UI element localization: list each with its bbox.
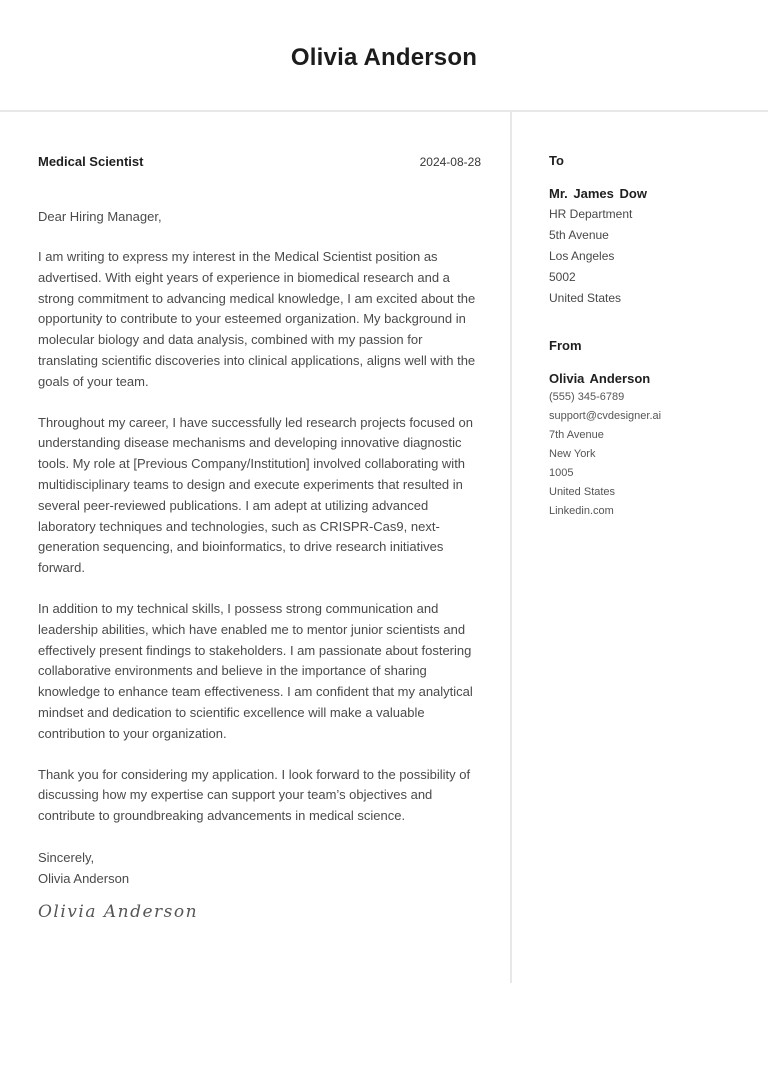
sender-block <box>549 369 758 521</box>
letter-paragraph: I am writing to express my interest in the Medical Scientist position as advertised. With eight years of experience in biomedical research and a strong commitment to advancing medical knowledge, I am excited about the opportunity to contribute to your esteemed organization. My background in molecular biology and data analysis, combined with my passion for translating scientific discoveries into clinical applications, aligns well with the goals of your team. <box>38 249 476 389</box>
sender-address-line: 7th Avenue <box>549 429 604 441</box>
closing-name: Olivia Anderson <box>38 870 130 886</box>
letter-paragraph: In addition to my technical skills, I possess strong communication and leadership abilities, which have enabled me to mentor junior scientists and effectively present findings to stakeholders. I am passionate about fostering collaborative environments and believe in the importance of sharing knowledge to enhance team effectiveness. I am confident that my analytical mindset and dedication to scientific excellence will make a valuable contribution to your organization. <box>38 600 473 741</box>
handwritten-signature: Olivia Anderson <box>38 901 199 922</box>
candidate-name-title: Olivia Anderson <box>290 44 478 71</box>
to-label: To <box>549 153 564 168</box>
letter-body-layout <box>0 112 768 983</box>
letter-head-row <box>38 154 481 169</box>
letter-paragraph: Throughout my career, I have successfully led research projects focused on understanding disease mechanisms and developing innovative diagnostic tools. My role at [Previous Company/Institution] involved collaborating with multidisciplinary teams to design and execute experiments that resulted in several peer-reviewed publications. I am adept at utilizing advanced laboratory techniques and technologies, such as CRISPR-Cas9, next-generation sequencing, and bioinformatics, to drive research initiatives forward. <box>38 414 473 576</box>
sender-address-line: New York <box>549 448 596 460</box>
recipient-address-line: 5002 <box>549 270 576 284</box>
letter-paragraph: Thank you for considering my application. I look forward to the possibility of discussing how my expertise can support your team’s objectives and contribute to groundbreaking advancements in medical science. <box>38 766 471 824</box>
sender-address-line: United States <box>549 486 616 498</box>
sender-phone: (555) 345-6789 <box>549 391 625 403</box>
salutation: Dear Hiring Manager, <box>38 209 162 224</box>
recipient-name: Mr. James Dow <box>549 186 647 201</box>
recipient-address-line: Los Angeles <box>549 249 615 263</box>
sender-name: Olivia Anderson <box>549 371 651 386</box>
recipient-address-line: United States <box>549 291 622 305</box>
sender-address-line: 1005 <box>549 467 574 479</box>
letter-column <box>0 112 510 983</box>
recipient-address-line: HR Department <box>549 207 633 221</box>
sender-email: support@cvdesigner.ai <box>549 410 662 422</box>
letter-date: 2024-08-28 <box>419 155 481 169</box>
sender-linkedin: Linkedin.com <box>549 505 614 517</box>
job-title: Medical Scientist <box>38 154 144 169</box>
closing-block <box>38 847 481 889</box>
letter-header <box>0 0 768 112</box>
closing-word: Sincerely, <box>38 849 95 865</box>
recipient-address-line: 5th Avenue <box>549 228 609 242</box>
contact-sidebar <box>510 112 768 983</box>
from-label: From <box>549 338 582 353</box>
recipient-block <box>549 183 758 309</box>
